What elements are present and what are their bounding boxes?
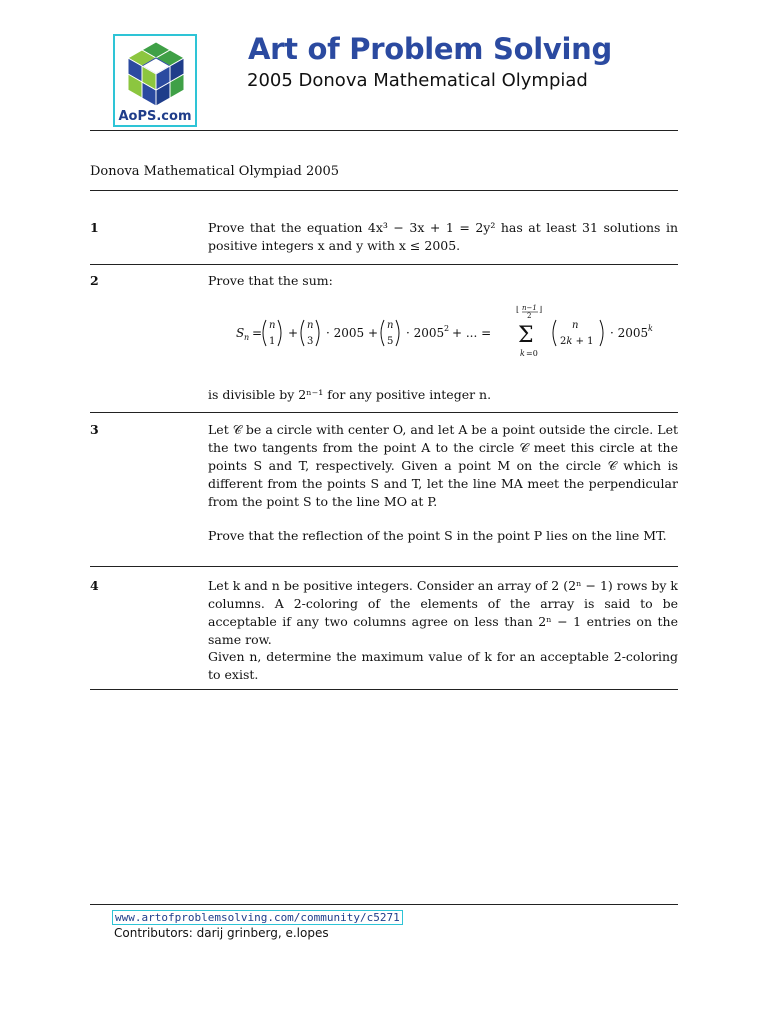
- problem-divider: [90, 264, 678, 265]
- problem-2: [90, 272, 678, 412]
- sum-formula-render: [208, 302, 678, 364]
- svg-text:S: S: [236, 326, 245, 340]
- brand-title: Art of Problem Solving: [248, 32, 612, 66]
- problem-number: 4: [90, 578, 99, 593]
- svg-text:· 2005 +: · 2005 +: [326, 326, 379, 340]
- svg-text:n: n: [572, 320, 579, 331]
- contributors: Contributors: darij grinberg, e.lopes: [114, 926, 329, 940]
- problem-3: [90, 421, 678, 561]
- problem-number: 2: [90, 273, 99, 288]
- problem-outro: is divisible by 2ⁿ⁻¹ for any positive integer n.: [208, 387, 492, 402]
- contest-title: Donova Mathematical Olympiad 2005: [90, 164, 340, 179]
- svg-text:n−1: n−1: [522, 304, 537, 312]
- cube-logo-icon: [125, 40, 187, 108]
- svg-text:· 2005: · 2005: [610, 326, 649, 340]
- svg-text:Σ: Σ: [518, 323, 534, 348]
- sum-formula: [208, 302, 678, 364]
- svg-text:+: +: [288, 326, 299, 340]
- aops-logo[interactable]: [113, 34, 197, 127]
- svg-text:⌊: ⌊: [516, 305, 520, 314]
- problem-divider: [90, 566, 678, 567]
- svg-text:2k + 1: 2k + 1: [560, 336, 594, 347]
- header-divider: [90, 130, 678, 131]
- svg-text:n: n: [387, 320, 394, 331]
- problem-4: [90, 577, 678, 687]
- svg-text:n: n: [307, 320, 314, 331]
- problem-number: 1: [90, 220, 99, 235]
- problem-1: [90, 219, 678, 263]
- svg-text:+ ... =: + ... =: [452, 326, 492, 340]
- problem-divider: [90, 412, 678, 413]
- title-divider: [90, 190, 678, 191]
- svg-text:n: n: [269, 320, 276, 331]
- svg-text:n: n: [244, 333, 250, 342]
- problem-paragraph: Prove that the reflection of the point S in the point P lies on the line MT.: [208, 528, 667, 543]
- svg-text:· 2005: · 2005: [406, 326, 445, 340]
- svg-text:=: =: [252, 326, 263, 340]
- problem-intro: Prove that the sum:: [208, 273, 333, 288]
- svg-text:=0: =0: [526, 349, 538, 358]
- svg-text:2: 2: [527, 312, 532, 320]
- problem-paragraph: Let 𝒞 be a circle with center O, and let A be a point outside the circle. Let the two tangents from the point A to the circle 𝒞 meet this circle at the points S and T, respectively. Given a point M on the circle 𝒞 which is different from the points S and T, let the line MA meet the perpendicular from the point S to the line MO at P.: [208, 422, 678, 509]
- svg-text:1: 1: [269, 336, 276, 347]
- problem-divider: [90, 689, 678, 690]
- community-link[interactable]: www.artofproblemsolving.com/community/c5271: [112, 910, 403, 925]
- svg-text:2: 2: [444, 324, 450, 333]
- svg-text:3: 3: [307, 336, 314, 347]
- brand-subtitle: 2005 Donova Mathematical Olympiad: [247, 70, 588, 91]
- logo-text: AoPS.com: [118, 109, 192, 124]
- svg-text:k: k: [648, 324, 653, 333]
- problem-number: 3: [90, 422, 99, 437]
- problem-paragraph: Given n, determine the maximum value of k for an acceptable 2-coloring to exist.: [208, 649, 678, 682]
- problem-text: Prove that the equation 4x³ − 3x + 1 = 2y² has at least 31 solutions in positive integers x and y with x ≤ 2005.: [208, 220, 678, 253]
- svg-text:5: 5: [387, 336, 394, 347]
- problem-paragraph: Let k and n be positive integers. Consider an array of 2 (2ⁿ − 1) rows by k columns. A 2-coloring of the elements of the array is said to be acceptable if any two columns agree on less than 2ⁿ − 1 entries on the same row.: [208, 578, 678, 647]
- svg-text:k: k: [520, 349, 525, 358]
- svg-text:⌋: ⌋: [539, 305, 543, 314]
- footer-divider: [90, 904, 678, 905]
